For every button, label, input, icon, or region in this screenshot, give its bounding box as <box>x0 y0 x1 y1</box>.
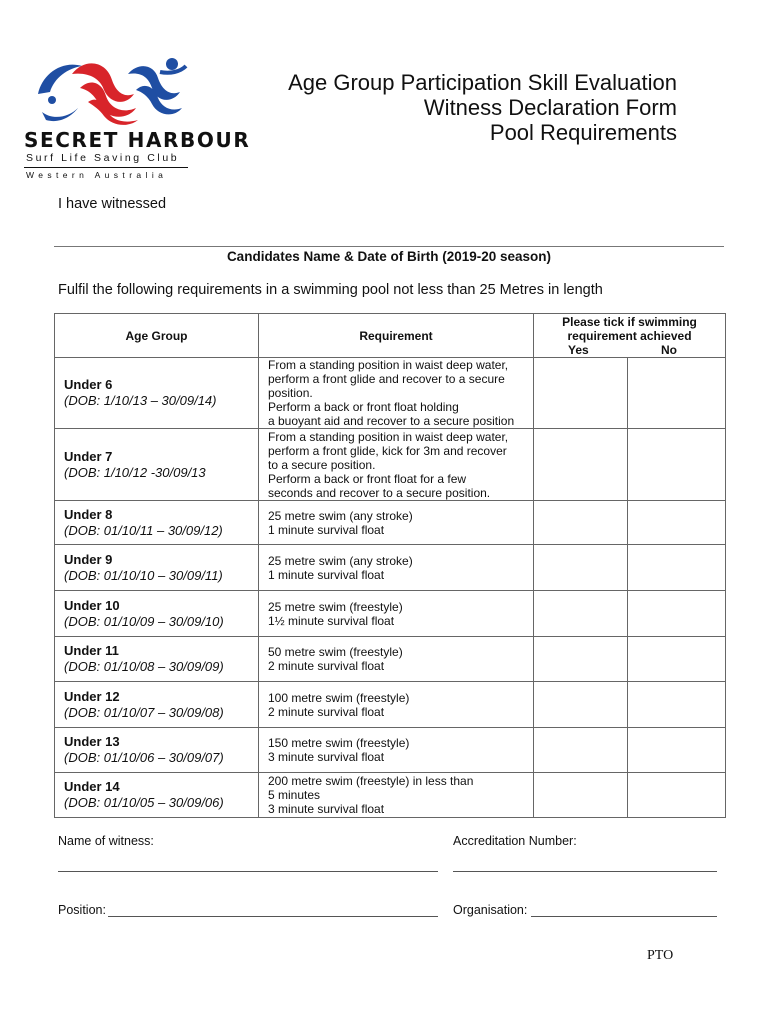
age-group-dob: (DOB: 01/10/10 – 30/09/11) <box>64 567 223 583</box>
tick-no-cell[interactable] <box>628 545 726 591</box>
tick-yes-cell[interactable] <box>534 637 628 682</box>
requirement-line: perform a front glide, kick for 3m and recover <box>268 443 507 458</box>
age-group-dob: (DOB: 01/10/11 – 30/09/12) <box>64 522 223 538</box>
position-line[interactable] <box>108 916 438 917</box>
requirement-cell <box>259 728 534 773</box>
requirement-line: 25 metre swim (any stroke) <box>268 553 413 568</box>
candidate-label: Candidates Name & Date of Birth (2019-20 season) <box>226 249 552 264</box>
requirement-line: Perform a back or front float for a few <box>268 471 467 486</box>
requirement-line: 50 metre swim (freestyle) <box>268 645 403 659</box>
requirement-line: seconds and recover to a secure position. <box>268 485 491 500</box>
tick-no-cell[interactable] <box>628 728 726 773</box>
requirement-line: 3 minute survival float <box>268 750 385 764</box>
requirement-line: 25 metre swim (freestyle) <box>268 599 403 614</box>
table-row <box>55 637 726 682</box>
age-group-name: Under 6 <box>64 377 113 392</box>
header-requirement: Requirement <box>259 314 534 358</box>
age-group-name: Under 8 <box>64 506 113 522</box>
requirement-line: 5 minutes <box>268 788 321 802</box>
table-row <box>55 501 726 545</box>
age-group-cell <box>55 728 259 773</box>
age-group-cell <box>55 501 259 545</box>
age-group-name: Under 9 <box>64 551 113 567</box>
tick-no-cell[interactable] <box>628 358 726 429</box>
age-group-dob: (DOB: 01/10/08 – 30/09/09) <box>64 659 224 674</box>
requirement-line: 2 minute survival float <box>268 659 385 673</box>
age-group-name: Under 7 <box>64 448 113 464</box>
age-group-dob: (DOB: 01/10/06 – 30/09/07) <box>64 750 224 765</box>
tick-no-cell[interactable] <box>628 682 726 728</box>
requirement-line: 25 metre swim (any stroke) <box>268 508 413 523</box>
requirement-line: to a secure position. <box>268 457 376 472</box>
age-group-dob: (DOB: 01/10/09 – 30/09/10) <box>64 613 224 629</box>
position-label: Position: <box>58 903 106 917</box>
age-group-name: Under 11 <box>64 643 119 658</box>
header-no: No <box>661 342 677 357</box>
requirement-cell <box>259 682 534 728</box>
requirement-line: From a standing position in waist deep water, <box>268 429 509 444</box>
header-yes: Yes <box>568 342 589 357</box>
table-row <box>55 429 726 501</box>
tick-no-cell[interactable] <box>628 501 726 545</box>
requirement-line: 200 metre swim (freestyle) in less than <box>268 774 474 788</box>
organisation-label: Organisation: <box>453 903 528 917</box>
age-group-cell <box>55 637 259 682</box>
header-tick-line1: Please tick if swimming <box>562 314 697 329</box>
age-group-dob: (DOB: 01/10/05 – 30/09/06) <box>64 795 224 810</box>
logo-state-text: Western Australia <box>26 170 168 180</box>
age-group-cell <box>55 591 259 637</box>
age-group-cell <box>55 545 259 591</box>
candidate-input-line[interactable] <box>54 246 724 247</box>
logo-club-text: Surf Life Saving Club <box>26 152 180 164</box>
requirement-line: From a standing position in waist deep water, <box>268 358 509 372</box>
requirement-line: 3 minute survival float <box>268 802 385 816</box>
header-tick <box>534 314 726 358</box>
requirement-line: perform a front glide and recover to a secure <box>268 372 505 386</box>
age-group-name: Under 10 <box>64 597 120 613</box>
age-group-name: Under 13 <box>64 734 120 749</box>
age-group-cell <box>55 773 259 818</box>
requirement-line: 1 minute survival float <box>268 567 385 582</box>
tick-yes-cell[interactable] <box>534 773 628 818</box>
witness-name-line[interactable] <box>58 871 438 872</box>
tick-yes-cell[interactable] <box>534 728 628 773</box>
tick-yes-cell[interactable] <box>534 591 628 637</box>
logo-brand-text: SECRET HARBOUR <box>24 128 251 152</box>
header-age-group: Age Group <box>55 314 259 358</box>
requirement-line: 150 metre swim (freestyle) <box>268 736 410 750</box>
tick-yes-cell[interactable] <box>534 682 628 728</box>
table-row <box>55 773 726 818</box>
age-group-cell <box>55 682 259 728</box>
tick-yes-cell[interactable] <box>534 501 628 545</box>
waves-logo-icon <box>32 54 188 126</box>
age-group-name: Under 14 <box>64 779 120 794</box>
table-row <box>55 682 726 728</box>
requirement-cell <box>259 429 534 501</box>
tick-yes-cell[interactable] <box>534 545 628 591</box>
witnessed-text: I have witnessed <box>58 196 167 212</box>
title-line-3: Pool Requirements <box>489 120 677 145</box>
logo-divider <box>24 167 188 168</box>
age-group-cell <box>55 429 259 501</box>
document-title <box>288 70 677 145</box>
requirement-cell <box>259 591 534 637</box>
requirement-line: 2 minute survival float <box>268 704 385 719</box>
requirement-line: 100 metre swim (freestyle) <box>268 690 410 705</box>
requirement-line: Perform a back or front float holding <box>268 400 459 414</box>
requirement-cell <box>259 773 534 818</box>
pto-text: PTO <box>647 948 674 963</box>
tick-no-cell[interactable] <box>628 591 726 637</box>
witness-name-label: Name of witness: <box>58 834 154 848</box>
title-line-1: Age Group Participation Skill Evaluation <box>288 70 677 95</box>
requirement-cell <box>259 501 534 545</box>
requirement-line: position. <box>268 386 313 400</box>
title-line-2: Witness Declaration Form <box>423 95 677 120</box>
tick-no-cell[interactable] <box>628 773 726 818</box>
table-row <box>55 545 726 591</box>
requirement-line: a buoyant aid and recover to a secure position <box>268 414 515 428</box>
age-group-cell <box>55 358 259 429</box>
table-header-row <box>55 314 726 358</box>
requirement-cell <box>259 358 534 429</box>
accreditation-label: Accreditation Number: <box>453 834 577 848</box>
tick-no-cell[interactable] <box>628 429 726 501</box>
fulfil-instruction: Fulfil the following requirements in a swimming pool not less than 25 Metres in length <box>58 282 603 298</box>
requirement-cell <box>259 637 534 682</box>
age-group-dob: (DOB: 1/10/13 – 30/09/14) <box>64 393 217 408</box>
tick-yes-cell[interactable] <box>534 358 628 429</box>
club-logo <box>24 54 251 180</box>
accreditation-line[interactable] <box>453 871 717 872</box>
requirement-line: 1½ minute survival float <box>268 613 395 628</box>
table-row <box>55 358 726 429</box>
table-row <box>55 591 726 637</box>
header-tick-line2: requirement achieved <box>567 328 692 343</box>
requirements-table <box>54 313 726 818</box>
organisation-line[interactable] <box>531 916 717 917</box>
age-group-dob: (DOB: 1/10/12 -30/09/13 <box>64 464 206 480</box>
requirement-cell <box>259 545 534 591</box>
age-group-name: Under 12 <box>64 688 120 704</box>
table-row <box>55 728 726 773</box>
tick-no-cell[interactable] <box>628 637 726 682</box>
requirement-line: 1 minute survival float <box>268 522 385 537</box>
age-group-dob: (DOB: 01/10/07 – 30/09/08) <box>64 704 224 720</box>
tick-yes-cell[interactable] <box>534 429 628 501</box>
